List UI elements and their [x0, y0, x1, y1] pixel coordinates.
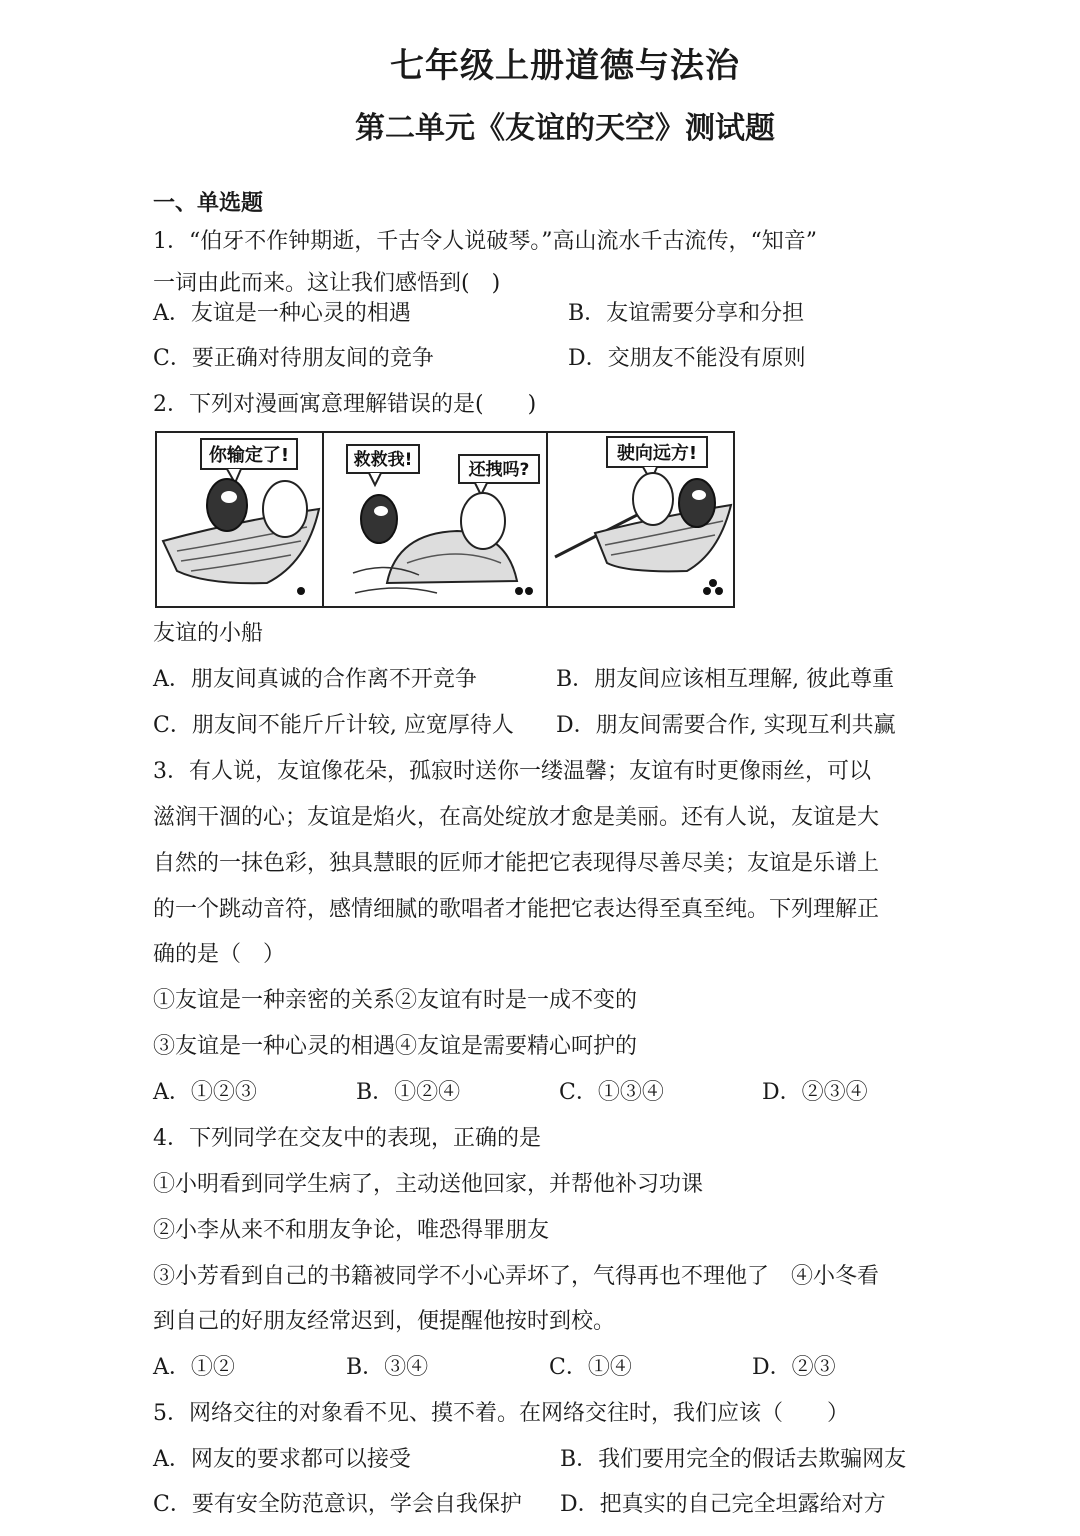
- q1-option-c: C．要正确对待朋友间的竞争: [153, 346, 434, 371]
- q3-statement-2: ③友谊是一种心灵的相遇④友谊是需要精心呵护的: [153, 1034, 638, 1059]
- bubble-text-2b: 还拽吗?: [468, 460, 530, 480]
- q4-statement-4: 到自己的好朋友经常迟到，便提醒他按时到校。: [153, 1309, 616, 1334]
- document-title: 七年级上册道德与法治: [390, 46, 740, 86]
- q2-option-b: B．朋友间应该相互理解, 彼此尊重: [556, 667, 895, 692]
- q3-stem-line5: 确的是（ ）: [153, 942, 286, 967]
- q4-statement-2: ②小李从来不和朋友争论，唯恐得罪朋友: [153, 1218, 550, 1243]
- q3-option-d: D．②③④: [762, 1080, 868, 1105]
- q4-statement-3: ③小芳看到自己的书籍被同学不小心弄坏了，气得再也不理他了 ④小冬看: [153, 1264, 880, 1289]
- friendship-boat-comic: [155, 431, 735, 608]
- q3-stem-line4: 的一个跳动音符，感情细腻的歌唱者才能把它表达得至真至纯。下列理解正: [153, 897, 880, 922]
- q4-option-a: A．①②: [153, 1355, 235, 1380]
- q2-stem: 2．下列对漫画寓意理解错误的是( ): [153, 392, 537, 417]
- q1-option-a: A．友谊是一种心灵的相遇: [153, 301, 411, 326]
- q3-option-c: C．①③④: [559, 1080, 664, 1105]
- q4-option-d: D．②③: [752, 1355, 836, 1380]
- q2-option-c: C．朋友间不能斤斤计较, 应宽厚待人: [153, 713, 514, 738]
- q1-option-d: D．交朋友不能没有原则: [568, 346, 806, 371]
- q5-option-d: D．把真实的自己完全坦露给对方: [560, 1492, 886, 1517]
- q2-option-a: A．朋友间真诚的合作离不开竞争: [153, 667, 477, 692]
- q1-stem-line1: 1．“伯牙不作钟期逝，千古令人说破琴。”高山流水千古流传，“知音”: [153, 229, 817, 254]
- q4-statement-1: ①小明看到同学生病了，主动送他回家，并帮他补习功课: [153, 1172, 704, 1197]
- q5-option-a: A．网友的要求都可以接受: [153, 1447, 411, 1472]
- bubble-text-2a: 救救我!: [353, 450, 413, 470]
- q3-stem-line2: 滋润干涸的心；友谊是焰火，在高处绽放才愈是美丽。还有人说，友谊是大: [153, 805, 880, 830]
- q1-option-b: B．友谊需要分享和分担: [568, 301, 805, 326]
- comic-strip: [157, 433, 733, 606]
- comic-caption: 友谊的小船: [153, 621, 264, 646]
- q2-option-d: D．朋友间需要合作, 实现互利共赢: [556, 713, 896, 738]
- comic-panel-3: [555, 437, 731, 595]
- bubble-text-1: 你输定了!: [208, 445, 290, 466]
- q3-option-a: A．①②③: [153, 1080, 257, 1105]
- q5-stem: 5．网络交往的对象看不见、摸不着。在网络交往时，我们应该（ ）: [153, 1401, 849, 1426]
- q4-option-c: C．①④: [549, 1355, 632, 1380]
- q3-option-b: B．①②④: [356, 1080, 461, 1105]
- q4-option-b: B．③④: [346, 1355, 429, 1380]
- document-subtitle: 第二单元《友谊的天空》测试题: [355, 111, 775, 146]
- q5-option-c: C．要有安全防范意识，学会自我保护: [153, 1492, 522, 1517]
- bubble-text-3: 驶向远方!: [616, 443, 698, 464]
- q3-statement-1: ①友谊是一种亲密的关系②友谊有时是一成不变的: [153, 988, 638, 1013]
- q3-stem-line3: 自然的一抹色彩，独具慧眼的匠师才能把它表现得尽善尽美；友谊是乐谱上: [153, 851, 880, 876]
- comic-panel-2: [347, 445, 539, 595]
- q3-stem-line1: 3．有人说，友谊像花朵，孤寂时送你一缕温馨；友谊有时更像雨丝，可以: [153, 759, 871, 784]
- q1-stem-line2: 一词由此而来。这让我们感悟到( ): [153, 271, 501, 296]
- q4-stem: 4．下列同学在交友中的表现，正确的是: [153, 1126, 541, 1151]
- q5-option-b: B．我们要用完全的假话去欺骗网友: [560, 1447, 907, 1472]
- section-heading: 一、单选题: [153, 191, 264, 216]
- comic-panel-1: [163, 439, 319, 595]
